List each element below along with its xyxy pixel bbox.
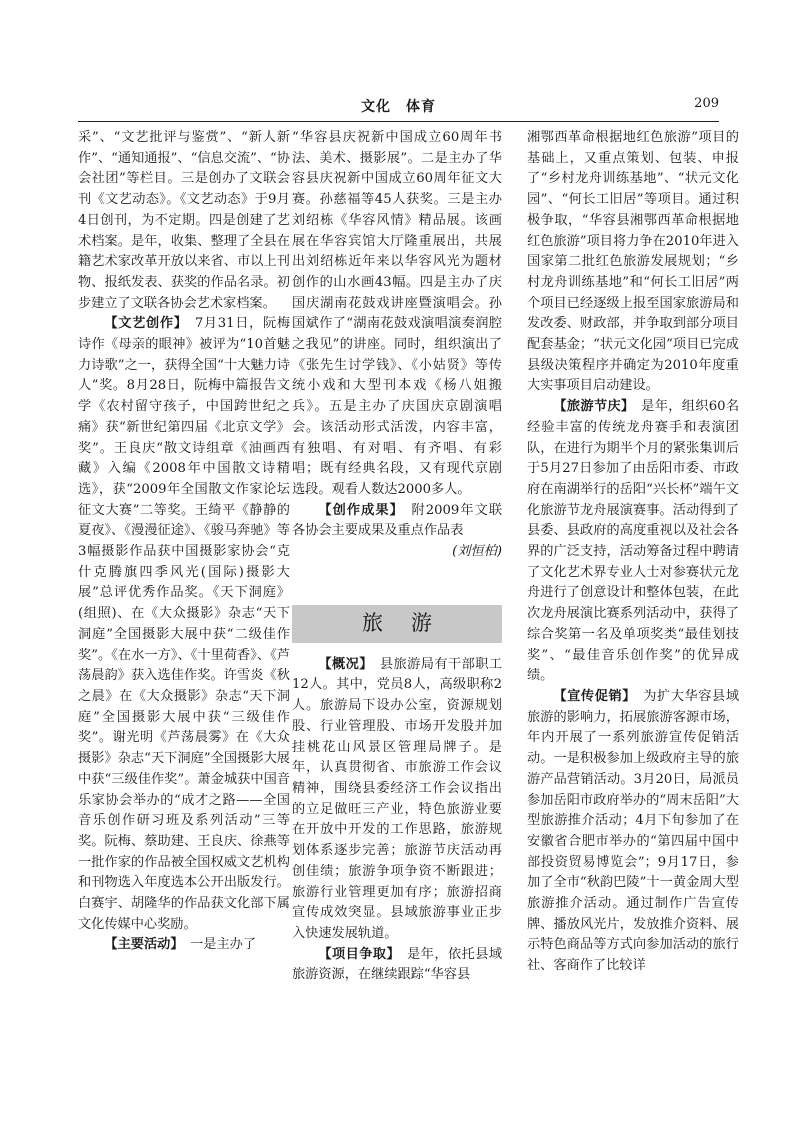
heading-tag: 【概况】	[318, 656, 367, 672]
heading-tag: 【创作成果】	[318, 502, 398, 518]
running-header	[78, 96, 719, 118]
text-column-2	[292, 128, 502, 1093]
page-number: 209	[694, 96, 719, 111]
heading-tag: 【旅游节庆】	[553, 399, 628, 415]
paragraph-creative-results	[292, 501, 502, 542]
heading-tag: 【主要活动】	[104, 937, 177, 953]
paragraph-continued: 湘鄂西革命根据地红色旅游”项目的基础上，又重点策划、包装、申报了“乡村龙舟训练基地”、“状元文化园”、“何长工旧居”等项目。通过积极争取，“华容县湘鄂西革命根据地红色旅游”项目将力争在2010年进入国家第二批红色旅游发展规划；“乡村龙舟训练基地”和“何长工旧居”两个项目已经逐级上报至国家旅游局和发改委、财政部，并争取到部分项目配套基金；“状元文化园”项目已完成县级决策程序并确定为2010年度重大实事项目启动建设。	[527, 130, 739, 394]
paragraph-text: 一是主办了	[190, 937, 257, 953]
paragraph-text: 7月31日，阮梅诗作《母亲的眼神》被评为“10首魅力诗歌”之一，获得全国“十大魅力诗人”奖。8月28日，阮梅中篇报告文学《农村留守孩子，中国跨世纪之痛》获“新世纪第四届《北京文学》奖”。王良庆“散文诗组章《油画西藏》入编《2008年中国散文诗精选》，获“2009年全国散文作家论坛征文大赛”二等奖。王绮平《静静的夏夜》、《漫漫征途》、《骏马奔驰》等3幅摄影作品获中国摄影家协会“克什克腾旗四季风光(国际)摄影大展”总评优秀作品奖。《天下洞庭》(组照)、在《大众摄影》杂志“天下洞庭”全国摄影大展中获“二级佳作奖”。《在水一方》、《十里荷香》、《芦荡晨韵》获入选佳作奖。许雪炎《秋之晨》在《大众摄影》杂志“天下洞庭”全国摄影大展中获“三级佳作奖”。谢光明《芦荡晨雾》在《大众摄影》杂志“天下洞庭”全国摄影大展中获“三级佳作奖”。萧金城获中国音乐家协会举办的“成才之路——全国音乐创作研习班及系列活动”三等奖。阮梅、蔡助建、王良庆、徐燕等一批作家的作品被全国权威文艺机构和刊物选入年度选本公开出版发行。白赛宇、胡隆华的作品获文化部下属文化传媒中心奖励。	[78, 316, 290, 932]
paragraph-project-acquisition	[292, 945, 502, 986]
paragraph-text: 是年，组织60名经验丰富的传统龙舟赛手和表演团队，在进行为期半个月的紧张集训后于5月27日参加了由岳阳市委、市政府在南湖举行的岳阳“兴长杯”端午文化旅游节龙舟展演赛事。活动得到了县委、县政府的高度重视以及社会各界的广泛支持，活动筹备过程中聘请了文化艺术界专业人士对参赛状元龙舟进行了创意设计和整体包装，在此次龙舟展演比赛系列活动中，获得了综合奖第一名及单项奖类“最佳划技奖”、“最佳音乐创作奖”的优异成绩。	[527, 399, 739, 684]
header-rule	[78, 121, 719, 122]
heading-tag: 【文艺创作】	[104, 316, 181, 332]
paragraph-main-activities	[78, 935, 290, 956]
heading-tag: 【宣传促销】	[553, 688, 630, 704]
paragraph-literary-creation	[78, 314, 290, 935]
paragraph-tourism-festival	[527, 397, 739, 687]
heading-tag: 【项目争取】	[318, 946, 394, 962]
section-banner	[292, 605, 502, 643]
text-column-1	[78, 128, 290, 1093]
paragraph-overview	[292, 655, 502, 945]
text-column-3	[527, 128, 739, 1093]
paragraph-text: 附2009年文联各协会主要成果及重点作品表	[292, 502, 502, 539]
paragraph-promotion	[527, 687, 739, 977]
paragraph-continued: “华容县庆祝新中国成立60周年书法、美术、摄影展”。二是主办了华容县庆祝新中国成立60周年征文大赛。孙慈福等45人获奖。三是主办刘绍栋《华容风情》精品展。该画展在华容宾馆大厅隆重展出，共展出刘绍栋近年来以华容风光为题材创作的山水画43幅。四是主办了庆国庆湖南花鼓戏讲座暨演唱会。孙国斌作了“湖南花鼓戏演唱演奏润腔之我见”的讲座。同时，组织演出了《张先生讨学钱》、《小姑贤》等传统小戏和大型刊本戏《杨八姐搬兵》。五是主办了庆国庆京剧演唱会。该活动形式活泼，内容丰富，有独唱、有对唱、有齐唱、有彩唱；既有经典名段，又有现代京剧选段。观看人数达2000多人。	[292, 130, 502, 497]
author-byline: (刘恒柏)	[452, 544, 502, 560]
paragraph-text: 为扩大华容县域旅游的影响力，拓展旅游客源市场，年内开展了一系列旅游宣传促销活动。一是积极参加上级政府主导的旅游产品营销活动。3月20日，局派员参加岳阳市政府举办的“周末岳阳”大型旅游推介活动；4月下旬参加了在安徽省合肥市举办的“第四届中国中部投资贸易博览会”；9月17日，参加了全市“秋韵巴陵”十一黄金周大型旅游推介活动。通过制作广告宣传牌、播放风光片，发放推介资料、展示特色商品等方式向参加活动的旅行社、客商作了比较详	[527, 688, 739, 974]
section-header-title: 文化 体育	[361, 99, 436, 115]
paragraph-text: 是年，依托县域旅游资源，在继续跟踪“华容县	[292, 946, 502, 983]
paragraph-continued: 采”、“文艺批评与鉴赏”、“新人新作”、“通知通报”、“信息交流”、“协会社团”等栏目。三是创办了文联会刊《文艺动态》。《文艺动态》于9月4日创刊，为不定期。四是创建了艺术档案。是年，收集、整理了全县在籍艺术家改革开放以来省、市以上刊物、报纸发表、获奖的作品名录。初步建立了文联各协会艺术家档案。	[78, 130, 290, 311]
paragraph-text: 县旅游局有干部职工12人。其中，党员8人，高级职称2人。旅游局下设办公室，资源规划股、行业管理股、市场开发股并加挂桃花山风景区管理局牌子。是年，认真贯彻省、市旅游工作会议精神，围绕县委经济工作会议指出的立足做旺三产业，特色旅游业要在开放中开发的工作思路，旅游规划体系逐步完善；旅游节庆活动再创佳绩；旅游争项争资不断跟进；旅游行业管理更加有序；旅游招商宣传成效突显。县域旅游事业正步入快速发展轨道。	[292, 656, 502, 941]
section-title: 旅游	[362, 611, 460, 636]
